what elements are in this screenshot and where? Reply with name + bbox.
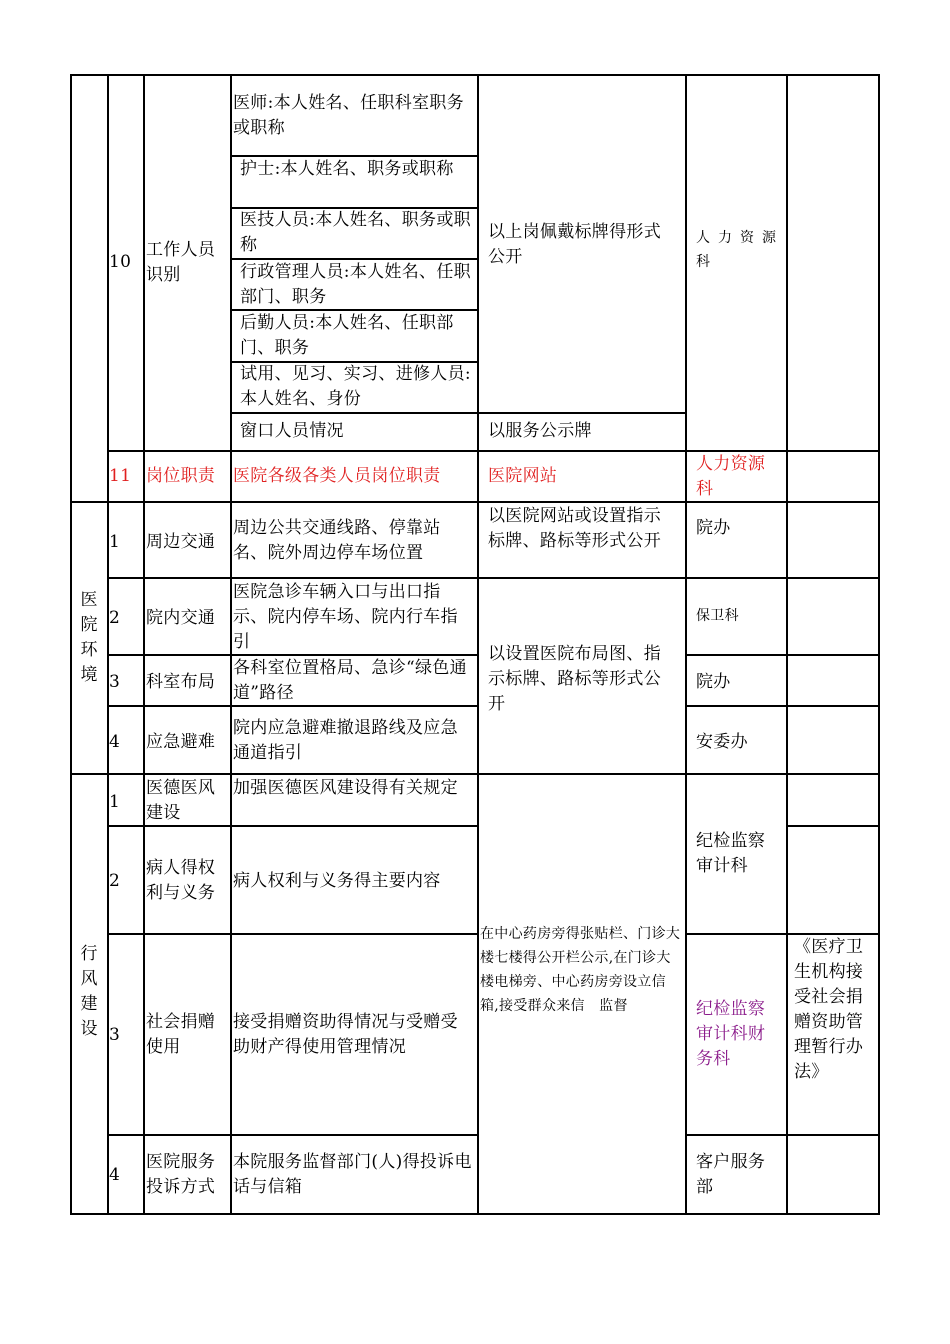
item-name: 医院服务投诉方式 <box>146 1152 216 1197</box>
content: 医院各级各类人员岗位职责 <box>233 466 441 486</box>
row-number: 1 <box>109 532 121 552</box>
sub-item: 试用、见习、实习、进修人员:本人姓名、身份 <box>240 364 471 409</box>
row-number: 3 <box>109 1025 121 1045</box>
content: 医院急诊车辆入口与出口指示、院内停车场、院内行车指引 <box>233 582 458 652</box>
table-rule <box>685 1134 880 1136</box>
row-number: 2 <box>109 608 121 628</box>
content: 周边公共交通线路、停靠站名、院外周边停车场位置 <box>233 518 441 563</box>
sub-item: 医技人员:本人姓名、职务或职称 <box>240 210 471 255</box>
table-border-right <box>878 74 880 1215</box>
responsible-dept: 纪检监察审计科 <box>696 831 766 876</box>
table-rule <box>107 1134 478 1136</box>
table-rule <box>143 74 145 1215</box>
row-number: 3 <box>109 672 121 692</box>
table-rule <box>477 74 479 1215</box>
sub-item: 护士:本人姓名、职务或职称 <box>240 159 454 179</box>
table-rule <box>70 773 880 775</box>
sub-item: 后勤人员:本人姓名、任职部门、职务 <box>240 313 454 358</box>
content: 本院服务监督部门(人)得投诉电话与信箱 <box>233 1152 472 1197</box>
item-name: 院内交通 <box>146 608 216 628</box>
content: 院内应急避难撤退路线及应急通道指引 <box>233 718 458 763</box>
row-number: 2 <box>109 871 121 891</box>
responsible-dept: 安委办 <box>696 732 748 752</box>
row-number: 10 <box>109 252 132 272</box>
sub-item: 窗口人员情况 <box>240 421 344 441</box>
item-name: 医德医风建设 <box>146 778 216 823</box>
table-rule <box>230 74 232 1215</box>
responsible-dept: 保卫科 <box>696 608 739 624</box>
item-name: 社会捐赠使用 <box>146 1012 216 1057</box>
content: 病人权利与义务得主要内容 <box>233 871 441 891</box>
disclosure-method: 以服务公示牌 <box>488 421 592 441</box>
table-rule <box>685 654 880 656</box>
row-number: 4 <box>109 732 121 752</box>
section-label: 医院环境 <box>80 590 98 685</box>
table-border-bottom <box>70 1213 880 1215</box>
disclosure-method: 以设置医院布局图、指示标牌、路标等形式公开 <box>488 644 661 714</box>
table-border-left <box>70 74 72 1215</box>
table-rule <box>107 933 478 935</box>
row-number: 1 <box>109 792 121 812</box>
disclosure-method: 以上岗佩戴标牌得形式公开 <box>488 222 661 267</box>
reference-note: 《医疗卫生机构接受社会捐赠资助管理暂行办法》 <box>794 937 864 1082</box>
responsible-dept: 客户服务部 <box>696 1152 766 1197</box>
content: 加强医德医风建设得有关规定 <box>233 778 458 798</box>
disclosure-method: 医院网站 <box>488 466 558 486</box>
table-border-top <box>70 74 880 76</box>
responsible-dept: 纪检监察审计科财务科 <box>696 999 766 1069</box>
item-name: 岗位职责 <box>146 466 216 486</box>
item-name: 病人得权利与义务 <box>146 858 216 903</box>
table-rule <box>477 412 686 414</box>
table-rule <box>786 825 880 827</box>
item-name: 应急避难 <box>146 732 216 752</box>
responsible-dept: 人力资源科 <box>696 230 784 270</box>
item-name: 工作人员识别 <box>146 240 216 285</box>
table-rule <box>107 577 880 579</box>
disclosure-method: 在中心药房旁得张贴栏、门诊大楼七楼得公开栏公示,在门诊大楼电梯旁、中心药房旁设立信箱,接受群众来信 监督 <box>480 926 681 1014</box>
row-number: 11 <box>109 466 132 486</box>
responsible-dept: 院办 <box>696 672 731 692</box>
content: 各科室位置格局、急诊“绿色通道”路径 <box>233 658 467 703</box>
responsible-dept: 院办 <box>696 518 731 538</box>
table-rule <box>230 412 478 414</box>
content: 接受捐赠资助得情况与受赠受助财产得使用管理情况 <box>233 1012 458 1057</box>
table-rule <box>685 705 880 707</box>
item-name: 周边交通 <box>146 532 216 552</box>
disclosure-method: 以医院网站或设置指示标牌、路标等形式公开 <box>488 506 661 551</box>
row-number: 4 <box>109 1165 121 1185</box>
table-rule <box>786 74 788 1215</box>
item-name: 科室布局 <box>146 672 216 692</box>
sub-item: 医师:本人姓名、任职科室职务或职称 <box>233 93 464 138</box>
section-label: 行风建设 <box>80 944 98 1039</box>
sub-item: 行政管理人员:本人姓名、任职部门、职务 <box>240 262 471 307</box>
table-rule <box>685 74 687 1215</box>
responsible-dept: 人力资源科 <box>696 454 766 499</box>
